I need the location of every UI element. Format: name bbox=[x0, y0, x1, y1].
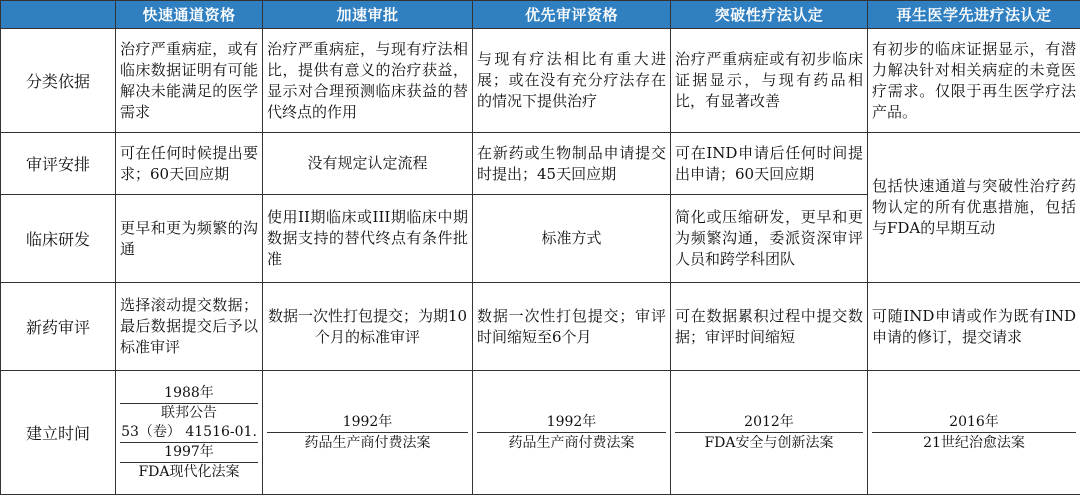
header-breakthrough-therapy: 突破性疗法认定 bbox=[671, 1, 868, 29]
table-cell: 可在任何时候提出要求；60天回应期 bbox=[116, 133, 263, 195]
table-cell: 更早和更为频繁的沟通 bbox=[116, 195, 263, 283]
table-cell: 使用II期临床或III期临床中期数据支持的替代终点有条件批准 bbox=[263, 195, 473, 283]
table-cell: 数据一次性打包提交；为期10个月的标准审评 bbox=[263, 283, 473, 371]
table-cell: 简化或压缩研发，更早和更为频繁沟通，委派资深审评人员和跨学科团队 bbox=[671, 195, 868, 283]
history-law: 21世纪治愈法案 bbox=[872, 433, 1076, 453]
table-cell: 可随IND申请或作为既有IND申请的修订，提交请求 bbox=[868, 283, 1080, 371]
history-cell bbox=[868, 371, 1080, 495]
row-label: 建立时间 bbox=[1, 371, 116, 495]
row-nda-review bbox=[1, 283, 1080, 371]
history-cell-fast-track bbox=[116, 371, 263, 495]
history-law: 药品生产商付费法案 bbox=[477, 433, 666, 453]
table-cell: 可在数据累积过程中提交数据；审评时间缩短 bbox=[671, 283, 868, 371]
history-line: 联邦公告 bbox=[120, 404, 258, 423]
header-rmat: 再生医学先进疗法认定 bbox=[868, 1, 1080, 29]
row-review-arrangement bbox=[1, 133, 1080, 195]
row-label: 分类依据 bbox=[1, 29, 116, 133]
header-priority-review: 优先审评资格 bbox=[473, 1, 671, 29]
history-line: 53（卷） 41516-01. bbox=[120, 423, 258, 443]
table-cell: 标准方式 bbox=[473, 195, 671, 283]
table-cell-merged: 包括快速通道与突破性治疗药物认定的所有优惠措施，包括与FDA的早期互动 bbox=[868, 133, 1080, 283]
history-law: FDA安全与创新法案 bbox=[675, 433, 863, 453]
history-year: 2016年 bbox=[872, 412, 1076, 433]
row-classification-basis bbox=[1, 29, 1080, 133]
history-year: 1992年 bbox=[477, 412, 666, 433]
history-law: 药品生产商付费法案 bbox=[267, 433, 468, 453]
table-cell: 在新药或生物制品申请提交时提出；45天回应期 bbox=[473, 133, 671, 195]
table-cell: 数据一次性打包提交；审评时间缩短至6个月 bbox=[473, 283, 671, 371]
history-line: 1997年 bbox=[120, 443, 258, 463]
table-cell: 与现有疗法相比有重大进展；或在没有充分疗法存在的情况下提供治疗 bbox=[473, 29, 671, 133]
table-cell: 治疗严重病症，与现有疗法相比，提供有意义的治疗获益，显示对合理预测临床获益的替代终点的作用 bbox=[263, 29, 473, 133]
table-cell: 有初步的临床证据显示，有潜力解决针对相关病症的未竟医疗需求。仅限于再生医学疗法产品。 bbox=[868, 29, 1080, 133]
table-cell: 可在IND申请后任何时间提出申请；60天回应期 bbox=[671, 133, 868, 195]
history-cell bbox=[671, 371, 868, 495]
header-row bbox=[1, 1, 1080, 29]
table-cell: 选择滚动提交数据；最后数据提交后予以标准审评 bbox=[116, 283, 263, 371]
table-cell: 治疗严重病症，或有临床数据证明有可能解决未能满足的医学需求 bbox=[116, 29, 263, 133]
history-line: 1988年 bbox=[120, 384, 258, 404]
header-accelerated-approval: 加速审批 bbox=[263, 1, 473, 29]
table-cell: 没有规定认定流程 bbox=[263, 133, 473, 195]
history-cell bbox=[473, 371, 671, 495]
history-year: 1992年 bbox=[267, 412, 468, 433]
row-label: 新药审评 bbox=[1, 283, 116, 371]
table-cell: 治疗严重病症或有初步临床证据显示，与现有药品相比，有显著改善 bbox=[671, 29, 868, 133]
header-fast-track: 快速通道资格 bbox=[116, 1, 263, 29]
header-corner bbox=[1, 1, 116, 29]
row-established bbox=[1, 371, 1080, 495]
row-label: 审评安排 bbox=[1, 133, 116, 195]
history-cell bbox=[263, 371, 473, 495]
row-label: 临床研发 bbox=[1, 195, 116, 283]
history-year: 2012年 bbox=[675, 412, 863, 433]
history-line: FDA现代化法案 bbox=[120, 463, 258, 482]
